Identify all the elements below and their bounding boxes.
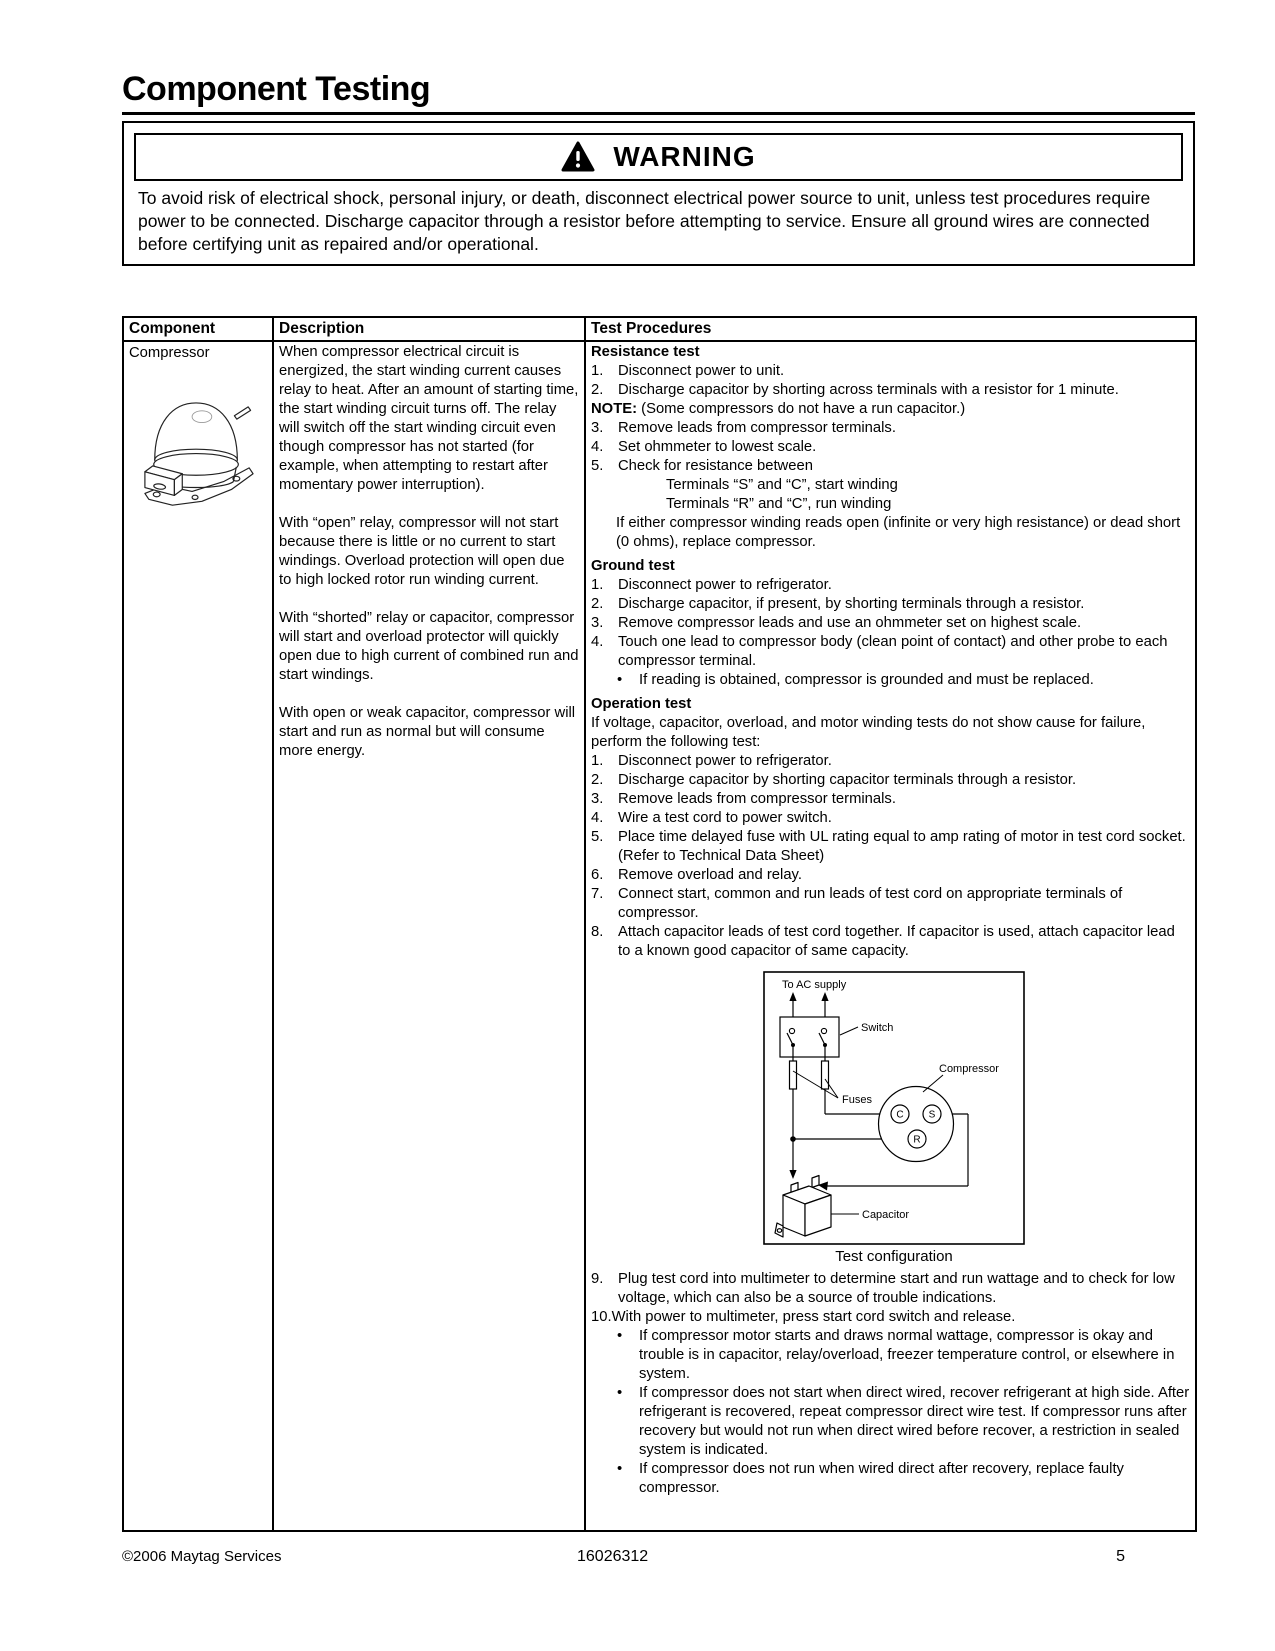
list-item xyxy=(591,457,1191,476)
list-item xyxy=(591,419,1191,438)
bullet-text: If compressor does not start when direct wired, recover refrigerant at high side. After refrigerant is recovered, repeat compressor direct wire test. If compressor runs after recovery but would not run when direct wired before recover, a restriction in sealed system is indicated. xyxy=(639,1385,1190,1458)
description-paragraph: With “open” relay, compressor will not start because there is little or no current to start windings. Overload protection will open due to high locked rotor run winding current. xyxy=(279,515,565,588)
list-number: 9. xyxy=(591,1271,604,1287)
component-name: Compressor xyxy=(129,345,210,361)
ac-supply-label: To AC supply xyxy=(782,979,847,991)
list-text: Remove overload and relay. xyxy=(618,867,802,883)
list-text: Disconnect power to unit. xyxy=(618,363,785,379)
description-paragraph: With open or weak capacitor, compressor will start and run as normal but will consume more energy. xyxy=(279,705,576,759)
terminal-c-label: C xyxy=(896,1109,904,1121)
list-item xyxy=(591,381,1191,400)
bullet-glyph: • xyxy=(617,1385,623,1401)
list-item xyxy=(591,614,1191,633)
switch-symbol xyxy=(780,1017,839,1061)
bullet-item xyxy=(591,671,1191,690)
description-paragraph: With “shorted” relay or capacitor, compressor will start and overload protector will quickly open due to high current of combined run and start windings. xyxy=(279,610,579,683)
description-cell xyxy=(273,341,585,1531)
list-number: 4. xyxy=(591,810,604,826)
list-text: Set ohmmeter to lowest scale. xyxy=(618,439,817,455)
compressor-illustration xyxy=(139,395,257,523)
component-table xyxy=(122,316,1197,1532)
warning-triangle-icon xyxy=(561,141,595,173)
copyright-text: ©2006 Maytag Services xyxy=(122,1548,282,1565)
list-text: Place time delayed fuse with UL rating equal to amp rating of motor in test cord socket. (Refer to Technical Data Sheet) xyxy=(618,829,1186,864)
warning-header xyxy=(134,133,1183,181)
resistance-test-title: Resistance test xyxy=(591,344,700,360)
bullet-text: If reading is obtained, compressor is grounded and must be replaced. xyxy=(639,672,1094,688)
compressor-symbol xyxy=(879,1087,954,1162)
operation-intro: If voltage, capacitor, overload, and motor winding tests do not show cause for failure, perform the following test: xyxy=(591,715,1146,750)
list-item xyxy=(591,885,1191,923)
list-text: Check for resistance between xyxy=(618,458,813,474)
list-text: Remove leads from compressor terminals. xyxy=(618,791,896,807)
ground-test-title: Ground test xyxy=(591,558,675,574)
list-item xyxy=(591,923,1191,961)
list-text: Discharge capacitor by shorting capacitor terminals through a resistor. xyxy=(618,772,1077,788)
list-item xyxy=(591,438,1191,457)
arrow-up-icon xyxy=(821,992,828,1001)
test-procedures-cell xyxy=(585,341,1196,1531)
list-text: Disconnect power to refrigerator. xyxy=(618,753,832,769)
bullet-item xyxy=(591,1460,1191,1498)
page-title: Component Testing xyxy=(122,70,431,108)
list-text: Plug test cord into multimeter to determine start and run wattage and to check for low voltage, which can also be a source of trouble indications. xyxy=(618,1271,1175,1306)
list-number: 6. xyxy=(591,867,604,883)
note-label: NOTE: xyxy=(591,401,638,417)
list-number: 2. xyxy=(591,382,604,398)
list-text: Wire a test cord to power switch. xyxy=(618,810,832,826)
arrow-down-icon xyxy=(789,1170,796,1179)
list-number: 1. xyxy=(591,753,604,769)
page-content xyxy=(122,70,1195,1532)
col-header-test-procedures: Test Procedures xyxy=(585,317,1196,341)
note-text: (Some compressors do not have a run capacitor.) xyxy=(637,401,966,417)
capacitor-label: Capacitor xyxy=(862,1209,910,1221)
list-number: 2. xyxy=(591,772,604,788)
sub-line: Terminals “R” and “C”, run winding xyxy=(666,496,892,512)
list-number: 4. xyxy=(591,439,604,455)
fuse-symbol xyxy=(790,1061,829,1089)
list-item xyxy=(591,828,1191,866)
terminal-r-label: R xyxy=(913,1134,921,1146)
bullet-item xyxy=(591,1327,1191,1384)
test-configuration-diagram xyxy=(763,971,1025,1266)
list-item xyxy=(591,790,1191,809)
list-text: Discharge capacitor by shorting across terminals with a resistor for 1 minute. xyxy=(618,382,1119,398)
document-number: 16026312 xyxy=(577,1548,649,1565)
warning-title: WARNING xyxy=(613,141,756,172)
description-paragraph: When compressor electrical circuit is energized, the start winding current causes relay to heat. After an amount of starting time, the start winding circuit turns off. The relay will switch off the start winding circuit even though compressor has not started (for example, when attempting to restart after momentary power interruption). xyxy=(279,344,579,493)
terminal-s-label: S xyxy=(928,1109,936,1121)
bullet-text: If compressor motor starts and draws normal wattage, compressor is okay and trouble is in capacitor, relay/overload, freezer temperature control, or elsewhere in system. xyxy=(639,1328,1175,1382)
bullet-glyph: • xyxy=(617,1328,623,1344)
list-number: 8. xyxy=(591,924,604,940)
list-text: Disconnect power to refrigerator. xyxy=(618,577,832,593)
operation-test-title: Operation test xyxy=(591,696,692,712)
sub-line: Terminals “S” and “C”, start winding xyxy=(666,477,898,493)
list-number: 1. xyxy=(591,363,604,379)
title-rule xyxy=(122,70,1195,115)
note-line xyxy=(591,400,1191,419)
list-number: 3. xyxy=(591,420,604,436)
result-line: If either compressor winding reads open (infinite or very high resistance) or dead short (0 ohms), replace compressor. xyxy=(616,515,1181,550)
list-text: Discharge capacitor, if present, by shorting terminals through a resistor. xyxy=(618,596,1085,612)
warning-body-text: To avoid risk of electrical shock, personal injury, or death, disconnect electrical power source to unit, unless test procedures require power to be connected. Discharge capacitor through a resistor before attempting to service. Ensure all ground wires are connected before certifying unit as repaired and/or operational. xyxy=(138,188,1151,254)
wire-junction xyxy=(790,1136,796,1142)
switch-label: Switch xyxy=(861,1022,894,1034)
list-number: 3. xyxy=(591,791,604,807)
list-number: 5. xyxy=(591,829,604,845)
list-item xyxy=(591,576,1191,595)
list-number: 10. xyxy=(591,1309,612,1325)
list-item xyxy=(591,771,1191,790)
list-text: Remove compressor leads and use an ohmmeter set on highest scale. xyxy=(618,615,1082,631)
warning-box xyxy=(122,121,1195,266)
table-row xyxy=(123,341,1196,1531)
page-number: 5 xyxy=(1116,1548,1125,1565)
arrow-up-icon xyxy=(789,992,796,1001)
list-item xyxy=(591,362,1191,381)
bullet-text: If compressor does not run when wired direct after recovery, replace faulty compressor. xyxy=(639,1461,1124,1496)
list-text: Connect start, common and run leads of test cord on appropriate terminals of compressor. xyxy=(618,886,1123,921)
list-number: 1. xyxy=(591,577,604,593)
list-item xyxy=(591,866,1191,885)
list-text: With power to multimeter, press start cord switch and release. xyxy=(611,1309,1016,1325)
component-cell xyxy=(123,341,273,1531)
table-header-row xyxy=(123,317,1196,341)
bullet-glyph: • xyxy=(617,1461,623,1477)
list-number: 5. xyxy=(591,458,604,474)
fuses-label: Fuses xyxy=(842,1094,872,1106)
bullet-item xyxy=(591,1384,1191,1460)
list-item xyxy=(591,1270,1191,1308)
list-number: 7. xyxy=(591,886,604,902)
list-text: Attach capacitor leads of test cord together. If capacitor is used, attach capacitor lead to a known good capacitor of same capacity. xyxy=(618,924,1175,959)
bullet-glyph: • xyxy=(617,672,623,688)
list-number: 4. xyxy=(591,634,604,650)
diagram-caption: Test configuration xyxy=(835,1248,953,1265)
col-header-description: Description xyxy=(273,317,585,341)
list-item xyxy=(591,752,1191,771)
list-number: 2. xyxy=(591,596,604,612)
list-item xyxy=(591,1308,1191,1327)
list-number: 3. xyxy=(591,615,604,631)
col-header-component: Component xyxy=(123,317,273,341)
list-item xyxy=(591,595,1191,614)
list-text: Remove leads from compressor terminals. xyxy=(618,420,896,436)
compressor-label: Compressor xyxy=(939,1063,999,1075)
list-text: Touch one lead to compressor body (clean point of contact) and other probe to each compressor terminal. xyxy=(618,634,1168,669)
list-item xyxy=(591,633,1191,671)
list-item xyxy=(591,809,1191,828)
